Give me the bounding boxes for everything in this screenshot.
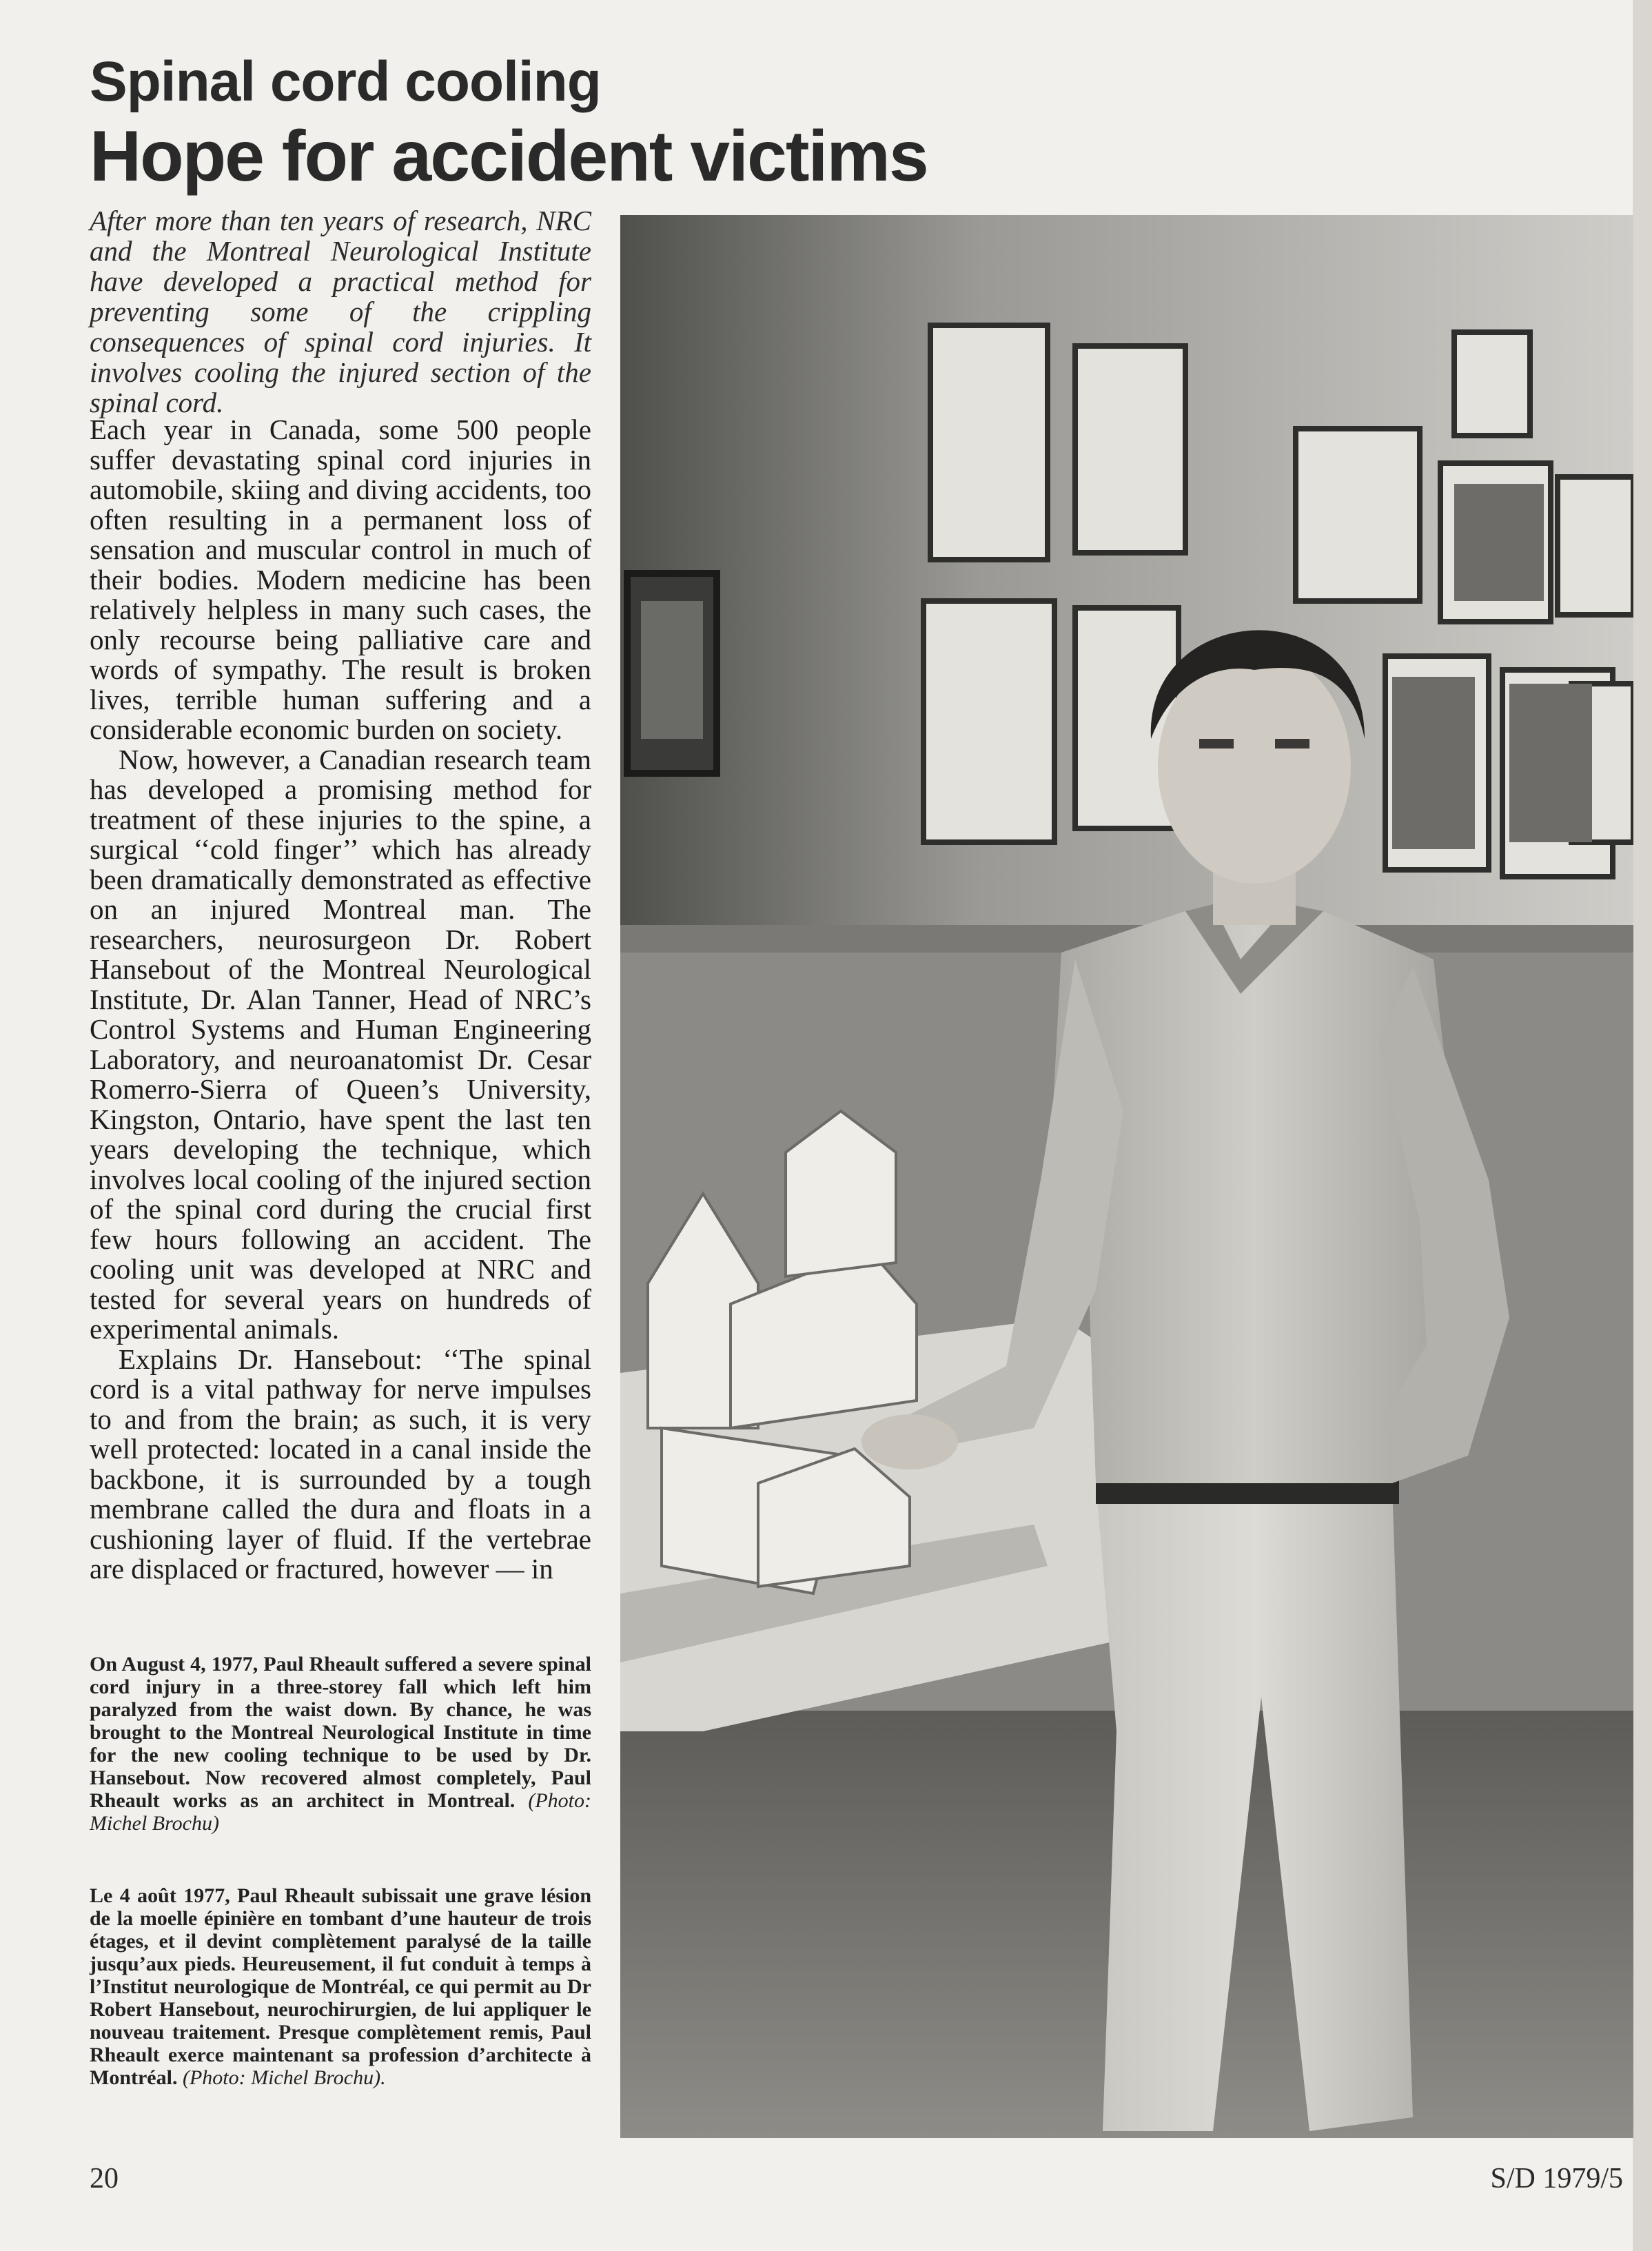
page-edge (1633, 0, 1652, 2251)
article-deck: After more than ten years of research, NRC and the Montreal Neurological Institute have developed a practical method for preventing some of the crippling consequences of spinal cord injuries. It involves cooling the injured section of the spinal cord. (90, 205, 591, 418)
caption-text: Le 4 août 1977, Paul Rheault subissait une grave lésion de la moelle épinière en tombant d’une hauteur de trois étages, et il devint complètement paralysé de la taille jusqu’aux pieds. Heureusement, il fut conduit à temps à l’Institut neurologique de Montréal, ce qui permit au Dr Robert Hansebout, neurochirurgien, de lui appliquer le nouveau traitement. Presque complètement remis, Paul Rheault exerce maintenant sa profession d’architecte à Montréal. (90, 1884, 591, 2089)
photo-man-with-architectural-models-icon (620, 215, 1633, 2138)
photo-caption-french (90, 1884, 591, 2089)
photo-credit: (Photo: Michel Brochu). (182, 2066, 386, 2089)
body-paragraph: Each year in Canada, some 500 people suffer devastating spinal cord injuries in automobile, skiing and diving accidents, too often resulting in a permanent loss of sensation and muscular control in much of their bodies. Modern medicine has been relatively helpless in many such cases, the only recourse being palliative care and words of sympathy. The result is broken lives, terrible human suffering and a considerable economic burden on society. (90, 414, 591, 745)
article-body (90, 415, 591, 1585)
photo-credit: (Photo: Michel Brochu) (90, 1789, 591, 1835)
page-number: 20 (90, 2163, 119, 2194)
article-kicker: Spinal cord cooling (90, 50, 601, 113)
photo-caption-english (90, 1653, 591, 1835)
article-photo (620, 215, 1633, 2138)
body-paragraph: Explains Dr. Hansebout: ‘‘The spinal cord is a vital pathway for nerve impulses to and from the brain; as such, it is very well protected: located in a canal inside the backbone, it is surrounded by a tough membrane called the dura and floats in a cushioning layer of fluid. If the vertebrae are displaced or fractured, however — in (90, 1343, 591, 1585)
body-paragraph: Now, however, a Canadian research team has developed a promising method for treatment of these injuries to the spine, a surgical ‘‘cold finger’’ which has already been dramatically demonstrated as effective on an injured Montreal man. The researchers, neurosurgeon Dr. Robert Hansebout of the Montreal Neurological Institute, Dr. Alan Tanner, Head of NRC’s Control Systems and Human Engineering Laboratory, and neuroanatomist Dr. Cesar Romerro-Sierra of Queen’s University, Kingston, Ontario, have spent the last ten years developing the technique, which involves local cooling of the injured section of the spinal cord during the crucial first few hours following an accident. The cooling unit was developed at NRC and tested for several years on hundreds of experimental animals. (90, 743, 591, 1345)
article-headline: Hope for accident victims (90, 116, 928, 196)
issue-label: S/D 1979/5 (1490, 2163, 1623, 2194)
caption-text: On August 4, 1977, Paul Rheault suffered a severe spinal cord injury in a three-storey fall which left him paralyzed from the waist down. By chance, he was brought to the Montreal Neurological Institute in time for the new cooling technique to be used by Dr. Hansebout. Now recovered almost completely, Paul Rheault works as an architect in Montreal. (90, 1653, 591, 1812)
